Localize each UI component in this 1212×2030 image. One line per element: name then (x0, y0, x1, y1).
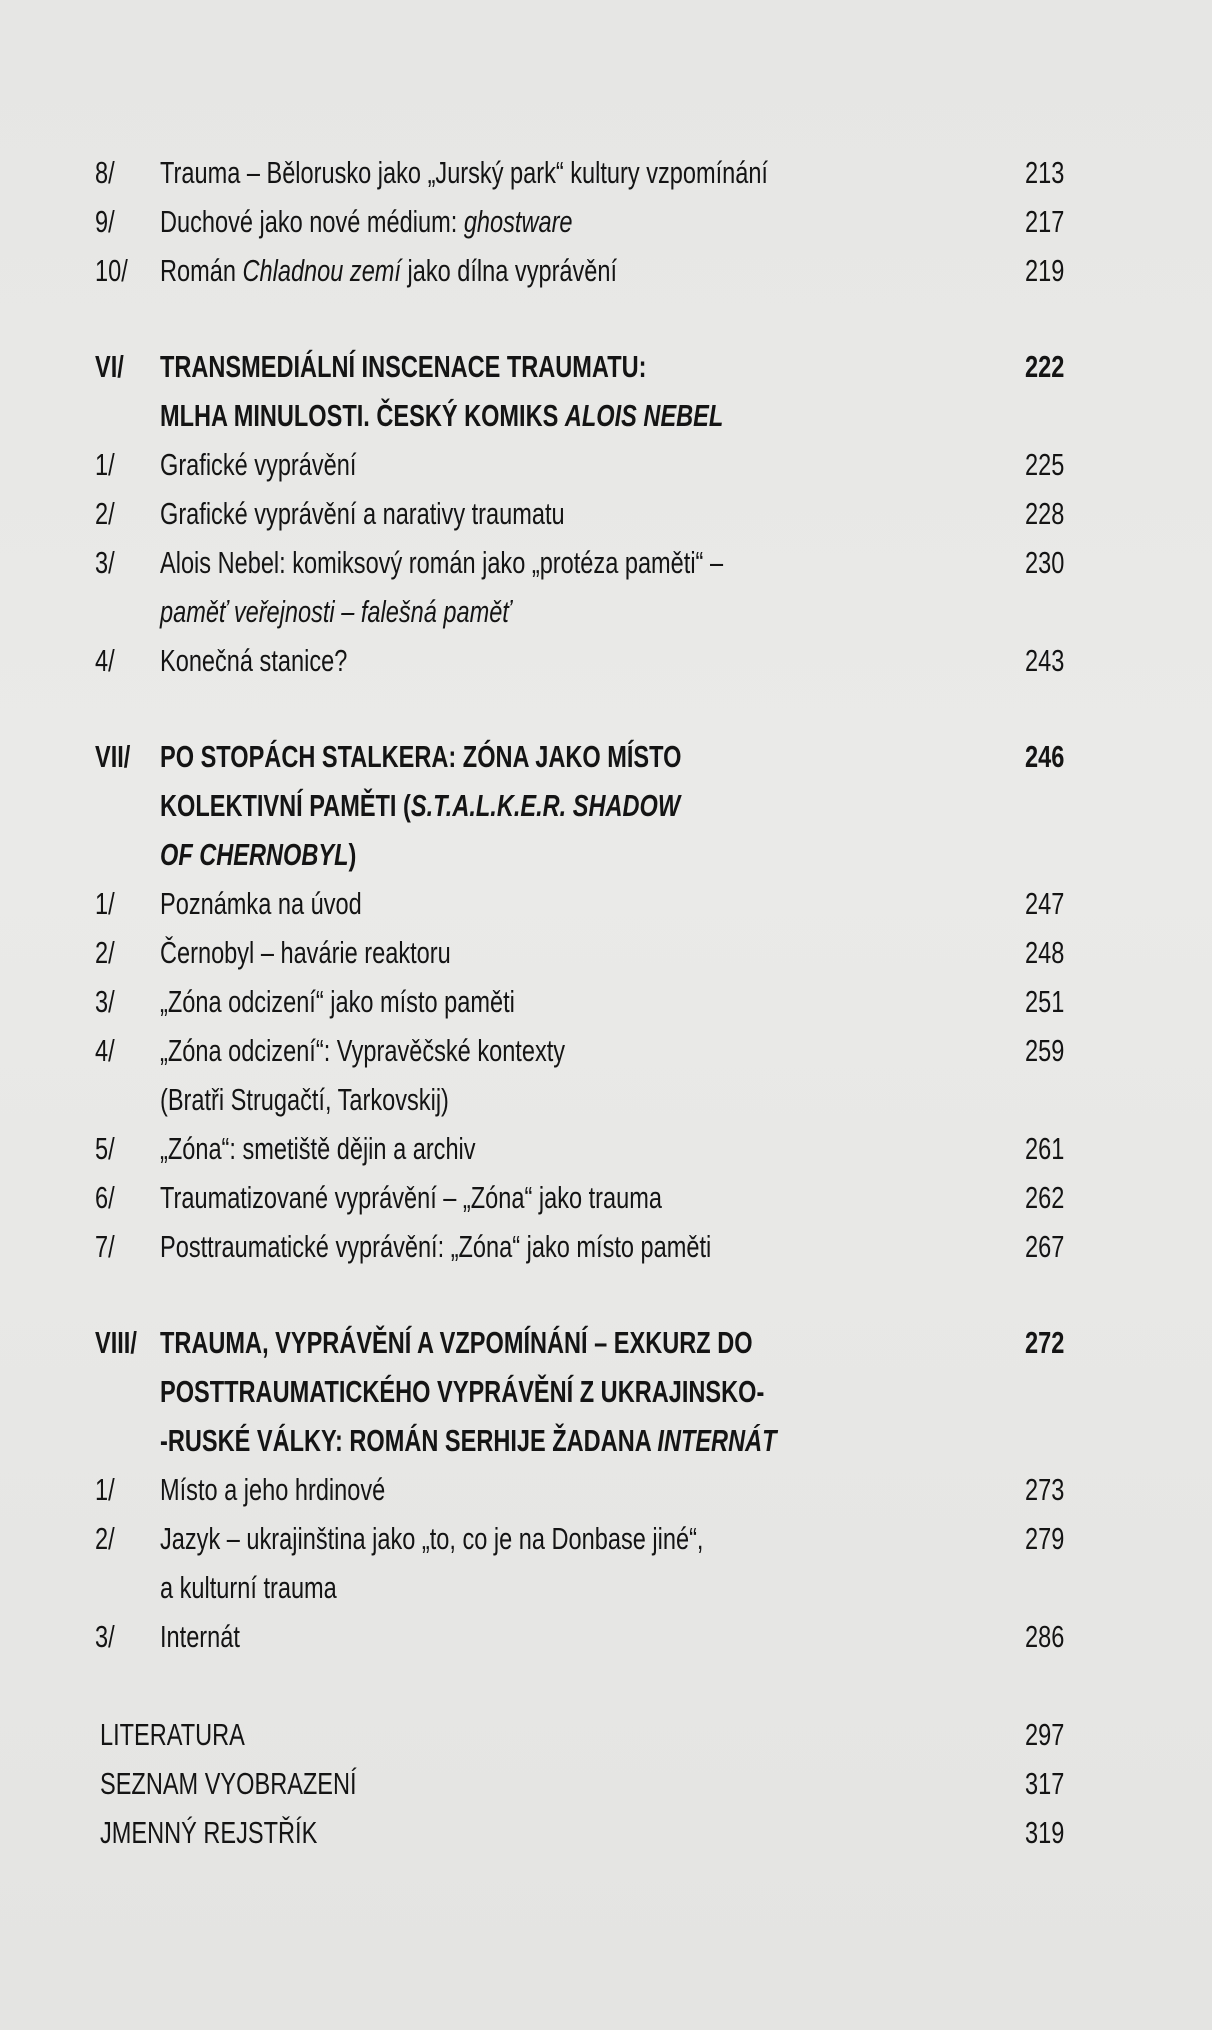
toc-entry-title (160, 781, 680, 831)
toc-page-number: 267 (1025, 1229, 1065, 1264)
toc-title-part: „Zóna odcizení“: Vypravěčské kontexty (160, 1033, 566, 1068)
toc-title-italic-part: paměť veřejnosti – falešná paměť (160, 594, 511, 629)
toc-title-part: Poznámka na úvod (160, 886, 362, 921)
toc-page-number: 297 (1025, 1717, 1065, 1752)
toc-entry-number: 3/ (95, 1619, 115, 1654)
toc-chapter-line (0, 830, 1212, 880)
toc-entry-line (0, 928, 1212, 978)
toc-entry-number: VIII/ (95, 1325, 137, 1360)
toc-entry-line (0, 1710, 1212, 1760)
toc-title-part: TRAUMA, VYPRÁVĚNÍ A VZPOMÍNÁNÍ – EXKURZ DO (160, 1325, 753, 1360)
toc-entry-line (0, 1465, 1212, 1515)
toc-entry-number: 2/ (95, 1521, 115, 1556)
toc-title-part: KOLEKTIVNÍ PAMĚTI ( (160, 788, 411, 823)
toc-page-number: 230 (1025, 545, 1065, 580)
toc-entry-number: 3/ (95, 545, 115, 580)
toc-page-number: 217 (1025, 204, 1065, 239)
toc-entry-number: 1/ (95, 447, 115, 482)
toc-entry-number: 4/ (95, 643, 115, 678)
toc-entry-title (160, 1612, 240, 1662)
toc-entry-title (160, 538, 723, 588)
toc-page-number: 219 (1025, 253, 1065, 288)
toc-page-number: 259 (1025, 1033, 1065, 1068)
toc-entry-number: 9/ (95, 204, 115, 239)
toc-entry-number: 8/ (95, 155, 115, 190)
toc-entry-title (160, 148, 768, 198)
toc-entry-line (0, 1124, 1212, 1174)
toc-title-part: Černobyl – havárie reaktoru (160, 935, 451, 970)
toc-page-number: 272 (1025, 1325, 1065, 1360)
toc-page-number: 273 (1025, 1472, 1065, 1507)
toc-title-part: PO STOPÁCH STALKERA: ZÓNA JAKO MÍSTO (160, 739, 682, 774)
toc-chapter-line (0, 732, 1212, 782)
toc-chapter-line (0, 391, 1212, 441)
toc-entry-title (160, 489, 565, 539)
toc-entry-line (0, 587, 1212, 637)
toc-page-number: 251 (1025, 984, 1065, 1019)
toc-entry-title (160, 1124, 476, 1174)
toc-entry-title (160, 342, 646, 392)
toc-title-part: -RUSKÉ VÁLKY: ROMÁN SERHIJE ŽADANA (160, 1423, 658, 1458)
toc-page-number: 247 (1025, 886, 1065, 921)
toc-entry-title (160, 1026, 565, 1076)
toc-entry-line (0, 148, 1212, 198)
toc-title-part: jako dílna vyprávění (400, 253, 618, 288)
toc-page-number: 262 (1025, 1180, 1065, 1215)
toc-chapter-line (0, 1367, 1212, 1417)
toc-entry-title (160, 197, 573, 247)
toc-entry-title (160, 928, 451, 978)
toc-entry-number: 3/ (95, 984, 115, 1019)
toc-entry-title (160, 732, 681, 782)
toc-title-italic-part: OF CHERNOBYL (160, 837, 349, 872)
toc-entry-line (0, 246, 1212, 296)
toc-entry-line (0, 538, 1212, 588)
toc-entry-title (160, 636, 347, 686)
toc-entry-line (0, 197, 1212, 247)
toc-entry-title (160, 440, 356, 490)
toc-entry-title (160, 1222, 711, 1272)
toc-entry-line (0, 636, 1212, 686)
toc-entry-title (160, 1318, 753, 1368)
toc-entry-title (160, 1465, 385, 1515)
toc-chapter-line (0, 781, 1212, 831)
toc-title-part: „Zóna odcizení“ jako místo paměti (160, 984, 515, 1019)
toc-title-part: Traumatizované vyprávění – „Zóna“ jako trauma (160, 1180, 662, 1215)
toc-entry-title (160, 977, 515, 1027)
toc-title-italic-part: ALOIS NEBEL (564, 398, 724, 433)
toc-entry-line (0, 1759, 1212, 1809)
toc-title-part: SEZNAM VYOBRAZENÍ (100, 1766, 357, 1801)
toc-entry-number: 2/ (95, 935, 115, 970)
toc-title-part: Grafické vyprávění a narativy traumatu (160, 496, 565, 531)
toc-page-number: 222 (1025, 349, 1065, 384)
toc-title-part: „Zóna“: smetiště dějin a archiv (160, 1131, 476, 1166)
toc-entry-title (160, 1514, 703, 1564)
toc-title-italic-part: ghostware (463, 204, 573, 239)
toc-title-italic-part: INTERNÁT (657, 1423, 777, 1458)
toc-title-italic-part: S.T.A.L.K.E.R. SHADOW (410, 788, 681, 823)
toc-entry-line (0, 977, 1212, 1027)
toc-page-number: 225 (1025, 447, 1065, 482)
toc-entry-number: 1/ (95, 886, 115, 921)
toc-page-number: 248 (1025, 935, 1065, 970)
toc-entry-title (160, 1075, 449, 1125)
toc-entry-number: 4/ (95, 1033, 115, 1068)
toc-chapter-line (0, 1318, 1212, 1368)
toc-entry-title (160, 1563, 337, 1613)
toc-entry-line (0, 1222, 1212, 1272)
toc-entry-line (0, 440, 1212, 490)
toc-title-part: Alois Nebel: komiksový román jako „protéza paměti“ – (160, 545, 724, 580)
toc-entry-title (160, 246, 617, 296)
toc-entry-line (0, 1026, 1212, 1076)
toc-entry-line (0, 1173, 1212, 1223)
toc-title-part: LITERATURA (100, 1717, 245, 1752)
toc-title-part: Místo a jeho hrdinové (160, 1472, 386, 1507)
toc-title-part: ) (348, 837, 357, 872)
toc-entry-number: 7/ (95, 1229, 115, 1264)
toc-title-part: Grafické vyprávění (160, 447, 357, 482)
toc-entry-title (160, 587, 511, 637)
toc-entry-title (160, 1173, 662, 1223)
toc-title-part: JMENNÝ REJSTŘÍK (100, 1815, 318, 1850)
toc-title-part: Trauma – Bělorusko jako „Jurský park“ kultury vzpomínání (160, 155, 768, 190)
toc-entry-title (160, 1367, 764, 1417)
toc-title-part: POSTTRAUMATICKÉHO VYPRÁVĚNÍ Z UKRAJINSKO- (160, 1374, 765, 1409)
toc-page-number: 213 (1025, 155, 1065, 190)
toc-entry-line (0, 1612, 1212, 1662)
toc-entry-title (160, 830, 356, 880)
toc-title-part: (Bratři Strugačtí, Tarkovskij) (160, 1082, 449, 1117)
toc-title-part: Internát (160, 1619, 240, 1654)
toc-page-number: 228 (1025, 496, 1065, 531)
toc-entry-title (160, 1416, 777, 1466)
toc-page-number: 261 (1025, 1131, 1065, 1166)
toc-chapter-line (0, 342, 1212, 392)
toc-page-number: 319 (1025, 1815, 1065, 1850)
toc-entry-title (160, 879, 362, 929)
toc-entry-line (0, 489, 1212, 539)
toc-entry-number: 1/ (95, 1472, 115, 1507)
toc-chapter-line (0, 1416, 1212, 1466)
toc-title-part: Román (160, 253, 243, 288)
toc-page-number: 243 (1025, 643, 1065, 678)
toc-title-italic-part: Chladnou zemí (242, 253, 401, 288)
toc-page-number: 286 (1025, 1619, 1065, 1654)
toc-entry-line (0, 1808, 1212, 1858)
toc-entry-line (0, 879, 1212, 929)
toc-entry-line (0, 1514, 1212, 1564)
toc-page-number: 279 (1025, 1521, 1065, 1556)
toc-title-part: Duchové jako nové médium: (160, 204, 464, 239)
toc-entry-number: VI/ (95, 349, 124, 384)
toc-entry-line (0, 1075, 1212, 1125)
toc-title-part: Konečná stanice? (160, 643, 348, 678)
toc-entry-title (100, 1710, 245, 1760)
toc-page-number: 317 (1025, 1766, 1065, 1801)
toc-title-part: MLHA MINULOSTI. ČESKÝ KOMIKS (160, 398, 565, 433)
toc-entry-number: 2/ (95, 496, 115, 531)
toc-title-part: Posttraumatické vyprávění: „Zóna“ jako místo paměti (160, 1229, 712, 1264)
toc-entry-line (0, 1563, 1212, 1613)
toc-entry-title (160, 391, 723, 441)
toc-title-part: Jazyk – ukrajinština jako „to, co je na Donbase jiné“, (160, 1521, 704, 1556)
toc-entry-title (100, 1759, 357, 1809)
toc-entry-title (100, 1808, 317, 1858)
toc-page-number: 246 (1025, 739, 1065, 774)
toc-entry-number: 6/ (95, 1180, 115, 1215)
toc-title-part: TRANSMEDIÁLNÍ INSCENACE TRAUMATU: (160, 349, 647, 384)
toc-entry-number: 5/ (95, 1131, 115, 1166)
toc-entry-number: 10/ (95, 253, 128, 288)
toc-entry-number: VII/ (95, 739, 131, 774)
toc-title-part: a kulturní trauma (160, 1570, 337, 1605)
